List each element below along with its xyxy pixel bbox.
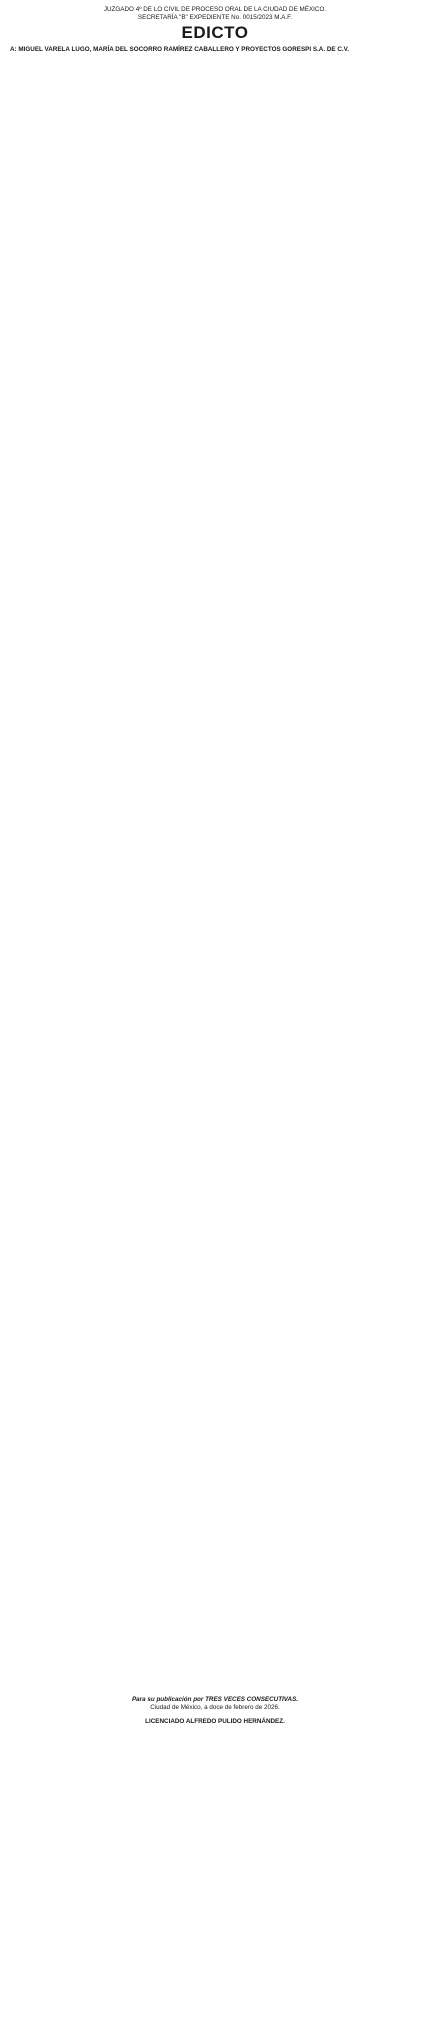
date-line: Ciudad de México, a doce de febrero de 2026.	[150, 1703, 280, 1711]
paragraph-12	[10, 806, 420, 870]
paragraph-13	[10, 874, 420, 938]
secretaria-line: SECRETARÍA "B" EXPEDIENTE No. 0015/2023 M.A.F.	[137, 14, 293, 21]
paragraph-09	[10, 602, 420, 666]
paragraph-22	[10, 1486, 420, 1550]
publication-line: Para su publicación por TRES VECES CONSECUTIVAS.	[131, 1695, 299, 1703]
footer-note	[10, 1726, 420, 1734]
edict-body	[10, 58, 420, 1686]
paragraph-21	[10, 1418, 420, 1482]
paragraph-07	[10, 466, 420, 530]
court-line: JUZGADO 4º DE LO CIVIL DE PROCESO ORAL DE LA CIUDAD DE MÉXICO.	[103, 6, 327, 13]
paragraph-15	[10, 1010, 420, 1074]
paragraph-17	[10, 1146, 420, 1210]
paragraph-03	[10, 194, 420, 258]
paragraph-14	[10, 942, 420, 1006]
paragraph-08	[10, 534, 420, 598]
edict-title: EDICTO	[181, 23, 249, 42]
paragraph-06	[10, 398, 420, 462]
paragraph-10	[10, 670, 420, 734]
addressee: A: MIGUEL VARELA LUGO, MARÍA DEL SOCORRO RAMÍREZ CABALLERO Y PROYECTOS GORESPI S.A. DE C.V.	[10, 46, 350, 53]
paragraph-23	[10, 1554, 420, 1618]
paragraph-24	[10, 1622, 420, 1686]
paragraph-05	[10, 330, 420, 394]
signer-name: LICENCIADO ALFREDO PULIDO HERNÁNDEZ.	[145, 1717, 285, 1725]
paragraph-04	[10, 262, 420, 326]
paragraph-18	[10, 1214, 420, 1278]
paragraph-02	[10, 126, 420, 190]
paragraph-19	[10, 1282, 420, 1346]
paragraph-01	[10, 58, 420, 122]
paragraph-20	[10, 1350, 420, 1414]
paragraph-11	[10, 738, 420, 802]
paragraph-16	[10, 1078, 420, 1142]
